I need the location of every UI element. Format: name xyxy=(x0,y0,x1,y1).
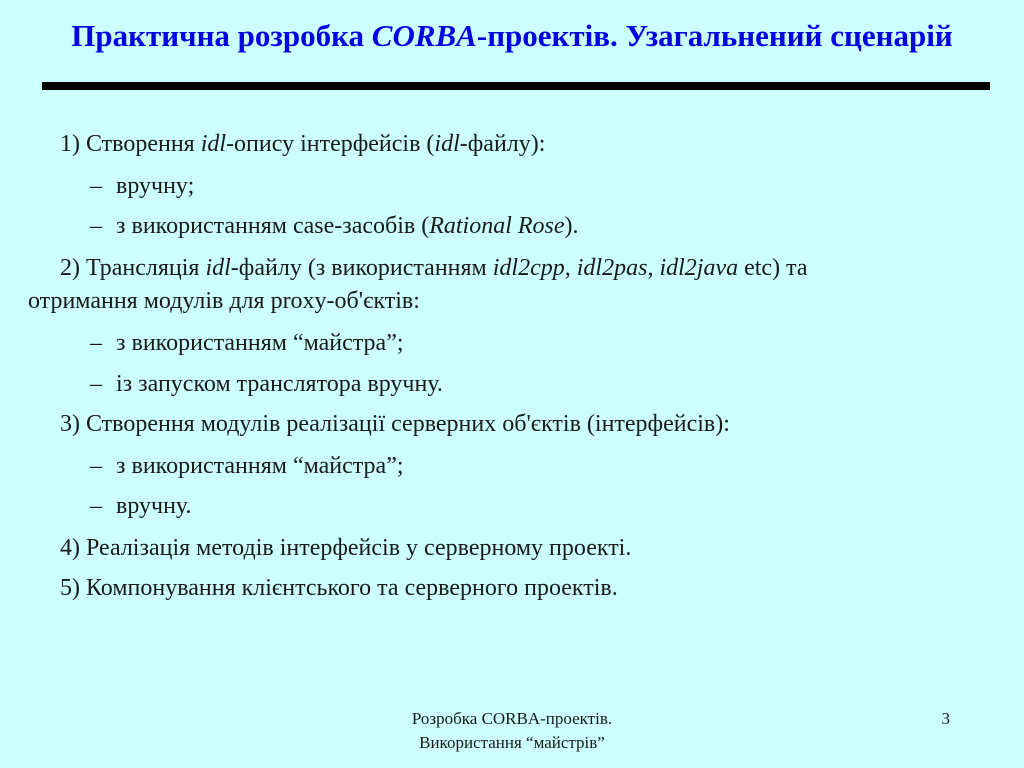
step-2-option-manual: – із запуском транслятора вручну. xyxy=(90,371,443,397)
step-1-option-manual: – вручну; xyxy=(90,173,195,199)
step-1-option-case-tools: – з використанням case-засобів (Rational Rose). xyxy=(90,213,579,239)
step-2-continuation: отримання модулів для proxy-об'єктів: xyxy=(28,288,420,314)
slide-title: Практична розробка CORBA-проектів. Узагальнений сценарій xyxy=(71,18,953,53)
step-3: 3) Створення модулів реалізації серверних об'єктів (інтерфейсів): xyxy=(60,411,730,437)
step-3-option-wizard: – з використанням “майстра”; xyxy=(90,453,404,479)
step-3-option-manual: – вручну. xyxy=(90,493,192,519)
footer-line-1: Розробка CORBA-проектів. xyxy=(411,709,613,728)
footer-line-2: Використання “майстрів” xyxy=(419,733,605,752)
step-4: 4) Реалізація методів інтерфейсів у серверному проекті. xyxy=(60,535,632,561)
dash-bullet: – xyxy=(90,173,102,199)
title-divider xyxy=(42,82,990,90)
page-number: 3 xyxy=(941,709,950,728)
dash-bullet: – xyxy=(90,371,102,397)
dash-bullet: – xyxy=(90,493,102,519)
dash-bullet: – xyxy=(90,453,102,479)
step-1: 1) Створення idl-опису інтерфейсів (idl-файлу): xyxy=(60,131,546,157)
step-5: 5) Компонування клієнтського та серверного проектів. xyxy=(60,575,618,601)
step-2-option-wizard: – з використанням “майстра”; xyxy=(90,330,404,356)
dash-bullet: – xyxy=(90,213,102,239)
step-2: 2) Трансляція idl-файлу (з використанням idl2cpp, idl2pas, idl2java etc) та xyxy=(60,255,808,281)
dash-bullet: – xyxy=(90,330,102,356)
slide-footer xyxy=(352,707,672,755)
